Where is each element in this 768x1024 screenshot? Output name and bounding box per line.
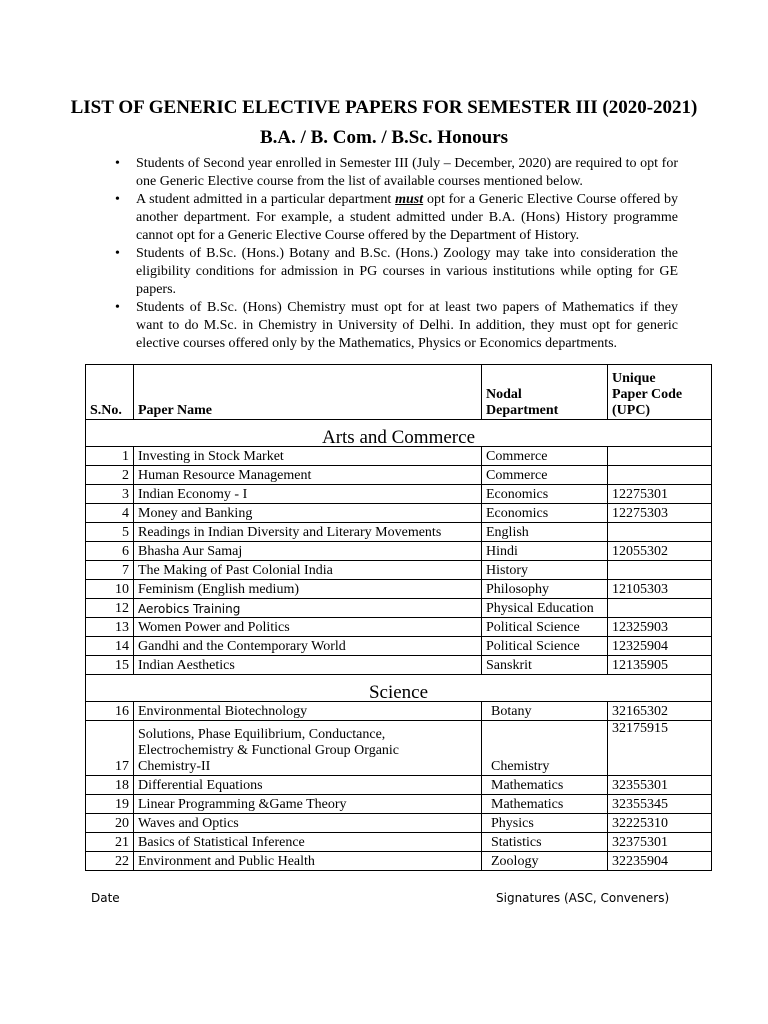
cell-dept: Physics — [482, 814, 608, 833]
cell-dept: English — [482, 523, 608, 542]
cell-dept: Political Science — [482, 618, 608, 637]
cell-paper-line2: Electrochemistry & Functional Group Organic — [138, 743, 400, 758]
cell-upc — [608, 561, 712, 580]
cell-sno: 3 — [86, 485, 134, 504]
cell-paper — [134, 721, 482, 776]
section-title-arts: Arts and Commerce — [86, 420, 712, 447]
table-row — [86, 466, 712, 485]
cell-sno: 5 — [86, 523, 134, 542]
cell-upc: 32375301 — [608, 833, 712, 852]
cell-dept: Sanskrit — [482, 656, 608, 675]
instruction-text: Students of B.Sc. (Hons) Chemistry must opt for at least two papers of Mathematics if they want to do M.Sc. in Chemistry in University of Delhi. In addition, they must opt for generic elective courses offered only by the Mathematics, Physics or Economics departments. — [136, 300, 678, 351]
cell-upc: 32355301 — [608, 776, 712, 795]
instruction-item — [106, 245, 678, 299]
table-row — [86, 504, 712, 523]
header-nodal-department — [482, 365, 608, 420]
instruction-text: A student admitted in a particular department — [136, 192, 396, 207]
instruction-text: Students of Second year enrolled in Semester III (July – December, 2020) are required to opt for one Generic Elective course from the list of available courses mentioned below. — [136, 156, 678, 189]
cell-upc: 12325904 — [608, 637, 712, 656]
cell-dept: Commerce — [482, 466, 608, 485]
cell-paper: Women Power and Politics — [134, 618, 482, 637]
cell-sno: 2 — [86, 466, 134, 485]
cell-upc: 32225310 — [608, 814, 712, 833]
cell-paper: Linear Programming &Game Theory — [134, 795, 482, 814]
table-row — [86, 721, 712, 776]
cell-paper: Environment and Public Health — [134, 852, 482, 871]
section-row-science — [86, 675, 712, 702]
cell-paper: Basics of Statistical Inference — [134, 833, 482, 852]
cell-dept: Economics — [482, 504, 608, 523]
cell-sno: 12 — [86, 599, 134, 618]
cell-sno: 20 — [86, 814, 134, 833]
cell-dept: Zoology — [482, 852, 608, 871]
cell-sno: 10 — [86, 580, 134, 599]
table-row — [86, 485, 712, 504]
cell-paper: Indian Economy - I — [134, 485, 482, 504]
cell-paper-line1: Solutions, Phase Equilibrium, Conductance, — [138, 727, 386, 742]
emphasis-must: must — [395, 192, 424, 207]
cell-dept: History — [482, 561, 608, 580]
instruction-item — [106, 155, 678, 191]
cell-sno: 22 — [86, 852, 134, 871]
cell-dept: Economics — [482, 485, 608, 504]
cell-sno: 18 — [86, 776, 134, 795]
cell-upc — [608, 523, 712, 542]
header-upc-line1: Unique — [612, 371, 656, 386]
cell-paper: Money and Banking — [134, 504, 482, 523]
cell-upc: 32355345 — [608, 795, 712, 814]
cell-sno: 16 — [86, 702, 134, 721]
cell-dept: Philosophy — [482, 580, 608, 599]
table-row — [86, 542, 712, 561]
cell-upc: 12135905 — [608, 656, 712, 675]
instructions-list — [106, 155, 678, 353]
cell-sno: 7 — [86, 561, 134, 580]
instruction-item — [106, 299, 678, 353]
cell-paper: Indian Aesthetics — [134, 656, 482, 675]
cell-sno: 19 — [86, 795, 134, 814]
cell-sno: 1 — [86, 447, 134, 466]
cell-paper: Feminism (English medium) — [134, 580, 482, 599]
table-row — [86, 833, 712, 852]
document-title: LIST OF GENERIC ELECTIVE PAPERS FOR SEMESTER III (2020-2021) — [70, 97, 698, 118]
table-row — [86, 795, 712, 814]
table-row — [86, 561, 712, 580]
cell-paper: Waves and Optics — [134, 814, 482, 833]
table-header-row — [86, 365, 712, 420]
cell-sno: 13 — [86, 618, 134, 637]
table-row — [86, 580, 712, 599]
header-paper-name: Paper Name — [134, 365, 482, 420]
cell-upc — [608, 599, 712, 618]
cell-dept: Mathematics — [482, 776, 608, 795]
cell-dept: Political Science — [482, 637, 608, 656]
cell-paper: The Making of Past Colonial India — [134, 561, 482, 580]
table-row — [86, 776, 712, 795]
cell-upc: 12275301 — [608, 485, 712, 504]
cell-upc: 12325903 — [608, 618, 712, 637]
cell-paper: Differential Equations — [134, 776, 482, 795]
header-dept-line2: Department — [486, 403, 559, 418]
cell-paper: Aerobics Training — [134, 599, 482, 618]
signatures-label: Signatures (ASC, Conveners) — [496, 891, 670, 905]
cell-upc: 32165302 — [608, 702, 712, 721]
cell-dept: Physical Education — [482, 599, 608, 618]
table-row — [86, 447, 712, 466]
document-subtitle: B.A. / B. Com. / B.Sc. Honours — [259, 127, 509, 148]
instruction-text: Students of B.Sc. (Hons.) Botany and B.Sc. (Hons.) Zoology may take into consideration the eligibility conditions for admission in PG courses in various institutions while opting for GE papers. — [136, 246, 678, 297]
cell-dept: Botany — [482, 702, 608, 721]
header-sno: S.No. — [86, 365, 134, 420]
cell-upc — [608, 466, 712, 485]
table-row — [86, 852, 712, 871]
cell-sno: 14 — [86, 637, 134, 656]
cell-sno: 21 — [86, 833, 134, 852]
header-upc-line2: Paper Code — [612, 387, 683, 402]
cell-upc: 32175915 — [608, 721, 712, 776]
header-upc — [608, 365, 712, 420]
cell-paper: Readings in Indian Diversity and Literary Movements — [134, 523, 482, 542]
cell-sno: 6 — [86, 542, 134, 561]
cell-dept: Chemistry — [482, 721, 608, 776]
generic-elective-table — [85, 364, 712, 871]
cell-dept: Hindi — [482, 542, 608, 561]
cell-upc: 12275303 — [608, 504, 712, 523]
cell-paper-line3: Chemistry-II — [138, 759, 211, 774]
cell-sno: 4 — [86, 504, 134, 523]
cell-upc: 12105303 — [608, 580, 712, 599]
header-dept-line1: Nodal — [486, 387, 522, 402]
instruction-text: opt for a Generic Elective Course offered by another department. For example, a student admitted under B.A. (Hons) History programme cannot opt for a Generic Elective Course offered by the Department of History. — [136, 192, 678, 243]
table-row — [86, 637, 712, 656]
table-row — [86, 702, 712, 721]
cell-upc — [608, 447, 712, 466]
table-row — [86, 523, 712, 542]
instruction-item — [106, 191, 678, 245]
cell-dept: Mathematics — [482, 795, 608, 814]
header-upc-line3: (UPC) — [612, 403, 651, 418]
cell-paper: Bhasha Aur Samaj — [134, 542, 482, 561]
table-row — [86, 656, 712, 675]
section-row-arts — [86, 420, 712, 447]
cell-sno: 15 — [86, 656, 134, 675]
cell-paper: Investing in Stock Market — [134, 447, 482, 466]
cell-sno: 17 — [86, 721, 134, 776]
date-label: Date — [91, 891, 120, 905]
table-row — [86, 814, 712, 833]
cell-paper: Gandhi and the Contemporary World — [134, 637, 482, 656]
cell-paper: Human Resource Management — [134, 466, 482, 485]
section-title-science: Science — [86, 675, 712, 702]
cell-dept: Commerce — [482, 447, 608, 466]
cell-dept: Statistics — [482, 833, 608, 852]
cell-upc: 32235904 — [608, 852, 712, 871]
cell-upc: 12055302 — [608, 542, 712, 561]
table-row — [86, 618, 712, 637]
cell-paper: Environmental Biotechnology — [134, 702, 482, 721]
table-row — [86, 599, 712, 618]
